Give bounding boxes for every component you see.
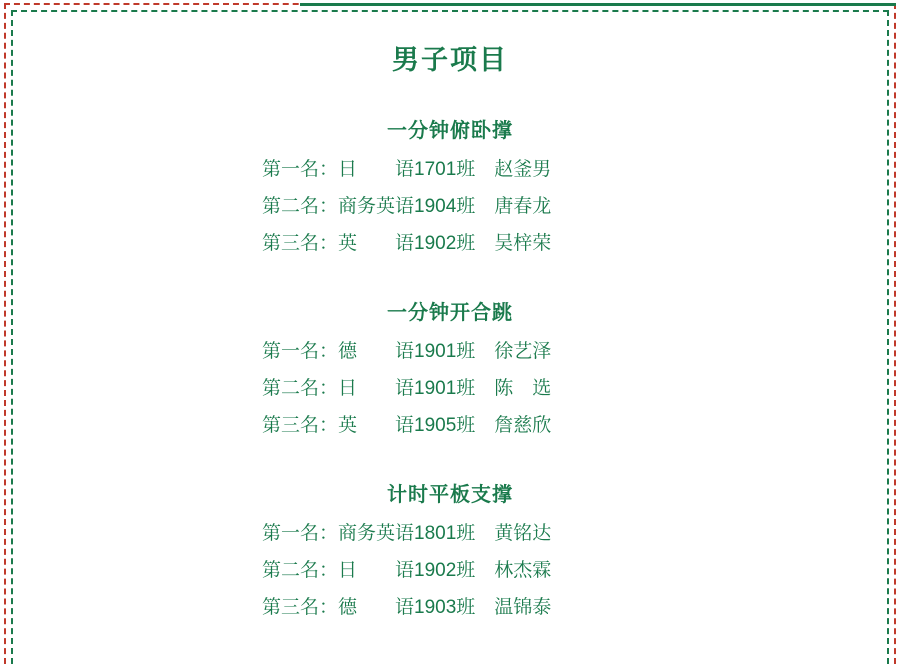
result-text: 第三名：德 语1903班 温锦泰: [262, 597, 552, 619]
result-text: 第一名：商务英语1801班 黄铭达: [262, 523, 552, 545]
page-title: 男子项目: [392, 45, 508, 75]
result-row: [40, 370, 860, 407]
result-text: 第二名：日 语1901班 陈 选: [262, 377, 552, 399]
result-text: 第一名：德 语1901班 徐艺泽: [262, 340, 552, 362]
result-text: 第三名：英 语1905班 詹慈欣: [262, 415, 552, 437]
result-row: [40, 552, 860, 589]
result-row: [40, 151, 860, 188]
result-row: [40, 589, 860, 626]
result-row: [40, 407, 860, 444]
result-row: [40, 515, 860, 552]
result-text: 第一名：日 语1701班 赵釜男: [262, 158, 552, 180]
result-row: [40, 188, 860, 225]
result-row: [40, 225, 860, 262]
event-section-pushups: [40, 114, 860, 262]
event-title: 一分钟俯卧撑: [387, 119, 513, 142]
result-row: [40, 333, 860, 370]
event-title: 一分钟开合跳: [387, 301, 513, 324]
result-text: 第三名：英 语1902班 吴梓荣: [262, 232, 552, 254]
event-section-plank: [40, 478, 860, 626]
result-text: 第二名：日 语1902班 林杰霖: [262, 560, 552, 582]
event-section-jumping-jacks: [40, 296, 860, 444]
event-title: 计时平板支撑: [387, 484, 513, 507]
result-text: 第二名：商务英语1904班 唐春龙: [262, 195, 552, 217]
